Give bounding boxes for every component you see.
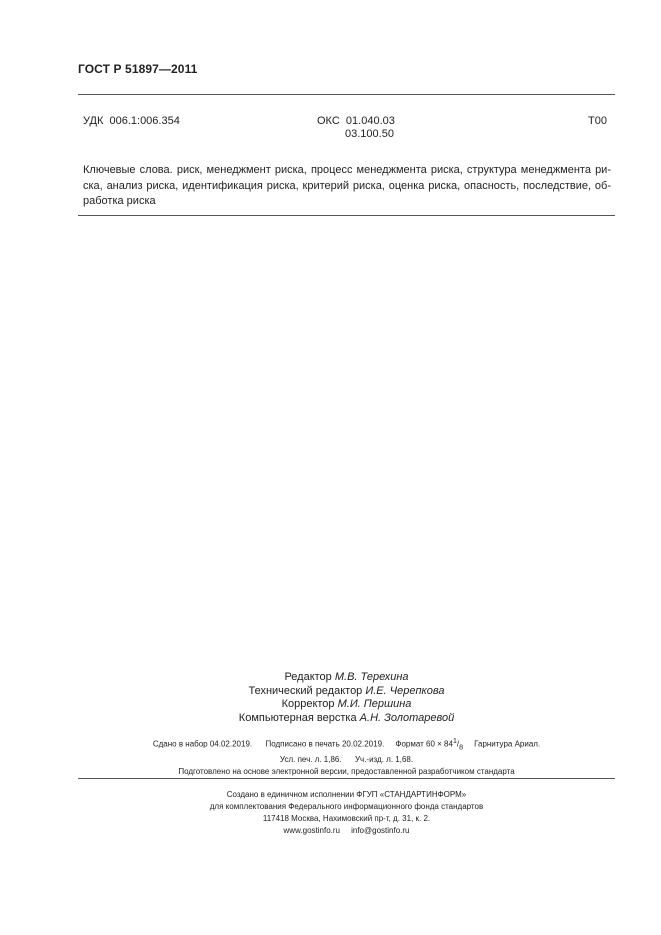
keywords-line-2: ска, анализ риска, идентификация риска, критерий риска, оценка риска, опасность, последствие, об- — [83, 179, 611, 192]
oks-value-2: 03.100.50 — [345, 128, 394, 140]
page-header-standard-id: ГОСТ Р 51897—2011 — [78, 62, 198, 76]
print-info-line-1: Сдано в набор 04.02.2019. Подписано в печать 20.02.2019. Формат $60 \times 84^1/_8$ Гарнитура Ариал. — [152, 738, 541, 752]
staff-editor: Редактор М.В. Терехина — [284, 671, 409, 683]
udk-label: УДК — [83, 115, 104, 127]
print-info-line-2: Усл. печ. л. 1,86. Уч.-изд. л. 1,68. — [279, 755, 414, 765]
keywords-block — [83, 163, 611, 210]
staff-tech-editor: Технический редактор И.Е. Черепкова — [248, 684, 445, 697]
staff-corrector: Корректор М.И. Першина — [281, 698, 412, 710]
publisher-line-1: Создано в единичном исполнении ФГУП «СТАНДАРТИНФОРМ» — [226, 790, 467, 799]
bottom-divider — [78, 778, 615, 779]
publisher-address: 117418 Москва, Нахимовский пр-т, д. 31, к. 2. — [262, 814, 431, 823]
udk-value: 006.1:006.354 — [109, 115, 180, 127]
staff-layout: Компьютерная верстка А.Н. Золотаревой — [238, 711, 455, 724]
print-info-source: Подготовлено на основе электронной версии, предоставленной разработчиком стандарта — [178, 767, 515, 777]
publisher-info — [78, 789, 615, 837]
oks-block — [317, 115, 395, 141]
publisher-line-2: для комплектования Федерального информационного фонда стандартов — [209, 802, 484, 811]
keywords-line-1: риск, менеджмент риска, процесс менеджмента риска, структура менеджмента ри- — [176, 164, 611, 176]
udk-block — [83, 115, 180, 127]
classification-code: Т00 — [588, 115, 607, 127]
keywords-divider — [78, 215, 615, 216]
top-divider — [78, 94, 615, 95]
oks-value-1: 01.040.03 — [345, 115, 395, 127]
keywords-line-3: работка риска — [83, 195, 156, 207]
keywords-label: Ключевые слова. — [83, 164, 173, 176]
oks-label: ОКС — [317, 115, 340, 127]
publisher-contacts — [78, 825, 615, 837]
publisher-email[interactable]: info@gostinfo.ru — [351, 826, 410, 835]
staff-credits — [78, 671, 615, 725]
publisher-website[interactable]: www.gostinfo.ru — [283, 826, 340, 835]
print-info — [78, 736, 615, 778]
